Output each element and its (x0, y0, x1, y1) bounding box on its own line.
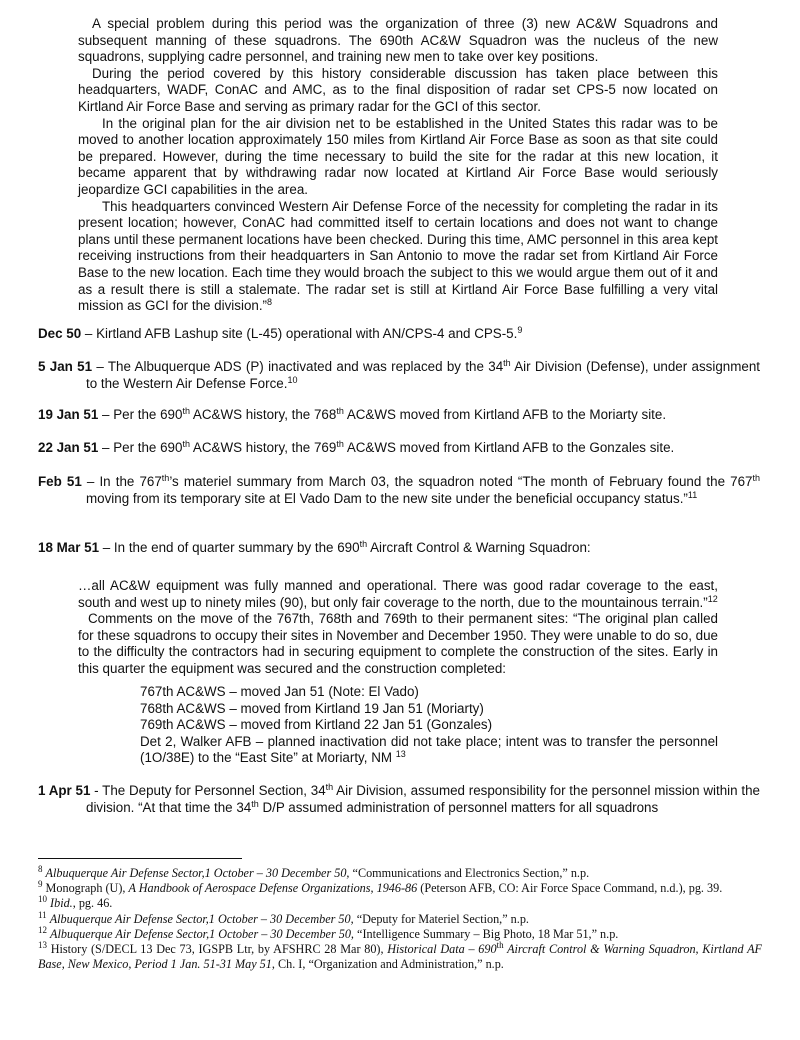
footnote-ref: 8 (267, 297, 273, 308)
entry-text: – In the 767 (81, 474, 162, 489)
entry-text: - The Deputy for Personnel Section, 34 (90, 783, 326, 798)
footnote (38, 924, 762, 942)
entry-text: – The Albuquerque ADS (P) inactivated and was replaced by the 34 (92, 359, 504, 374)
entry-date: 22 Jan 51 (38, 440, 99, 455)
footnote-text: “Deputy for Materiel Section,” n.p. (353, 911, 529, 926)
footnote-number: 9 (38, 879, 43, 890)
entry-text: Air Division, assumed responsibility for the personnel mission within the division. “At that time the 34 (86, 783, 760, 815)
entry-text: AC&WS history, the 769 (189, 440, 337, 455)
chronology-entry (38, 326, 760, 343)
entry-text: AC&WS moved from Kirtland AFB to the Gonzales site. (343, 440, 675, 455)
entry-text: Aircraft Control & Warning Squadron: (367, 540, 591, 555)
footnote-title: A Handbook of Aerospace Defense Organizations, 1946-86 (128, 881, 418, 896)
quote-paragraph-4-text: This headquarters convinced Western Air Defense Force of the necessity for completing the radar in its present location; however, ConAC had committed itself to certain locations and does not want to change plans until these permanent locations have been checked. During this time, AMC personnel in this area kept receiving instructions from their headquarters in San Antonio to move the radar set from Kirtland Air Force Base to the new location. Each time they would broach the subject to this we would argue them out of it and as a result there is still a stalemate. The radar set is still at Kirtland Air Force Base fulfilling a very vital mission as GCI for the division.” (78, 198, 718, 314)
footnote-title: Aircraft Control & Warning Squadron, Kirtland AF Base, New Mexico, Period 1 Jan. 51-31 May 51 (38, 942, 762, 972)
footnote-title: Albuquerque Air Defense Sector,1 October – 30 December 50, (50, 926, 354, 941)
entry-text: moving from its temporary site at El Vado Dam to the new site under the beneficial occupancy status.” (86, 490, 688, 506)
ordinal-suffix: th (325, 782, 334, 792)
footnotes (38, 866, 762, 972)
quote2-paragraph-1-text: …all AC&W equipment was fully manned and operational. There was good radar coverage to the east, south and west up to ninety miles (90), but only fair coverage to the north, due to the mountainous terrain.” (78, 578, 718, 610)
moves-list (140, 684, 718, 767)
footnote (38, 881, 762, 896)
list-item: 767th AC&WS – moved Jan 51 (Note: El Vado) (140, 684, 419, 699)
footnote-text: History (S/DECL 13 Dec 73, IGSPB Ltr, by AFSHRC 28 Mar 80), (50, 942, 388, 957)
quote-paragraph-2: During the period covered by this history considerable discussion has taken place between this headquarters, WADF, ConAC and AMC, as to the final disposition of radar set CPS-5 now located on Kirtland Air Force Base and serving as primary radar for the GCI of this sector. (78, 65, 718, 114)
entry-text: AC&WS history, the 768 (189, 407, 337, 422)
footnote-number: 13 (38, 940, 47, 951)
footnote-ref: 10 (287, 374, 298, 385)
list-item (140, 734, 718, 767)
footnote-title: Albuquerque Air Defense Sector,1 October – 30 December 50, (49, 911, 354, 926)
entry-text: AC&WS moved from Kirtland AFB to the Moriarty site. (343, 407, 667, 422)
quote-block-2 (78, 578, 718, 678)
footnote-number: 10 (38, 894, 47, 905)
quote-paragraph-3: In the original plan for the air division net to be established in the United States this radar was to be moved to another location approximately 150 miles from Kirtland Air Force Base as soon as that site could be prepared. However, during the time necessary to build the site for the radar at this new location, it became apparent that by withdrawing radar now located at Kirtland Air Force Base would seriously jeopardize GCI capabilities in the area. (78, 115, 718, 197)
footnote-ref: 12 (707, 593, 718, 604)
list-item: 769th AC&WS – moved from Kirtland 22 Jan 51 (Gonzales) (140, 717, 493, 733)
footnote-divider (38, 858, 242, 859)
entry-date: 5 Jan 51 (38, 359, 93, 374)
entry-date: Feb 51 (38, 474, 82, 489)
ordinal-suffix: th (359, 539, 368, 549)
footnote-number: 12 (38, 924, 47, 935)
entry-text: Air Division (Defense), under assignment to the Western Air Defense Force. (86, 359, 760, 391)
ordinal-suffix: th (182, 406, 190, 416)
footnote-title: Historical Data – 690 (387, 942, 497, 957)
entry-date: 1 Apr 51 (38, 783, 91, 798)
ordinal-suffix: th (496, 940, 504, 951)
footnote (38, 942, 762, 972)
chronology-entry (38, 440, 760, 457)
footnote-title: Albuquerque Air Defense Sector,1 October – 30 December 50, (45, 866, 350, 880)
footnote (38, 909, 762, 927)
ordinal-suffix: th (182, 439, 190, 449)
entry-text: ’s materiel summary from March 03, the squadron noted “The month of February found the 767 (169, 474, 753, 489)
footnote-title: Ibid. (50, 896, 73, 911)
footnote-ref: 9 (517, 325, 523, 335)
footnote-text: “Intelligence Summary – Big Photo, 18 Mar 51,” n.p. (353, 926, 619, 941)
footnote-number: 8 (38, 864, 43, 874)
chronology-entry (38, 407, 760, 424)
entry-date: 19 Jan 51 (38, 407, 99, 422)
chronology-entry (38, 474, 760, 507)
footnote (38, 866, 762, 881)
chronology-entry (38, 783, 760, 816)
list-item: 768th AC&WS – moved from Kirtland 19 Jan 51 (Moriarty) (140, 700, 484, 716)
footnote-text: Monograph (U), (45, 881, 129, 896)
footnote-ref: 13 (395, 749, 406, 760)
entry-text: D/P assumed administration of personnel matters for all squadrons (258, 799, 659, 815)
chronology-entry (38, 359, 760, 392)
ordinal-suffix: th (503, 358, 511, 368)
footnote-text: (Peterson AFB, CO: Air Force Space Command, n.d.), pg. 39. (417, 881, 723, 896)
footnote-ref: 11 (687, 489, 698, 500)
quote-block (78, 16, 718, 315)
entry-text: – Per the 690 (98, 407, 183, 422)
ordinal-suffix: th (251, 798, 259, 809)
entry-date: 18 Mar 51 (38, 540, 100, 555)
entry-text: – Per the 690 (98, 440, 183, 455)
footnote-text: , pg. 46. (72, 896, 113, 911)
quote-paragraph-1: A special problem during this period was the organization of three (3) new AC&W Squadrons and subsequent manning of these squadrons. The 690th AC&W Squadron was the nucleus of the new squadrons, supplying cadre personnel, and training new men to take over key positions. (78, 16, 718, 65)
ordinal-suffix: th (752, 473, 760, 483)
quote2-paragraph-2: Comments on the move of the 767th, 768th and 769th to their permanent sites: “The original plan called for these squadrons to occupy their sites in November and December 1950. They were unable to do so, due to the difficulty the contractors had in securing equipment to complete the construction of the sites. Early in this quarter the equipment was secured and the construction completed: (78, 611, 718, 676)
chronology-entry (38, 540, 760, 557)
footnote (38, 896, 762, 911)
ordinal-suffix: th (336, 439, 344, 449)
ordinal-suffix: th (161, 473, 170, 483)
entry-date: Dec 50 (38, 326, 82, 341)
footnote-number: 11 (38, 909, 47, 920)
footnote-text: “Communications and Electronics Section,” n.p. (349, 866, 590, 880)
quote2-paragraph-1 (78, 578, 718, 611)
footnote-text: , Ch. I, “Organization and Administration,” n.p. (271, 957, 504, 972)
entry-text: – In the end of quarter summary by the 690 (99, 540, 360, 555)
entry-text: – Kirtland AFB Lashup site (L-45) operational with AN/CPS-4 and CPS-5. (81, 326, 518, 341)
ordinal-suffix: th (336, 406, 344, 416)
quote-paragraph-4 (78, 199, 718, 315)
list-item-text: Det 2, Walker AFB – planned inactivation did not take place; intent was to transfer the personnel (1O/38E) to the “East Site” at Moriarty, NM (140, 733, 718, 766)
